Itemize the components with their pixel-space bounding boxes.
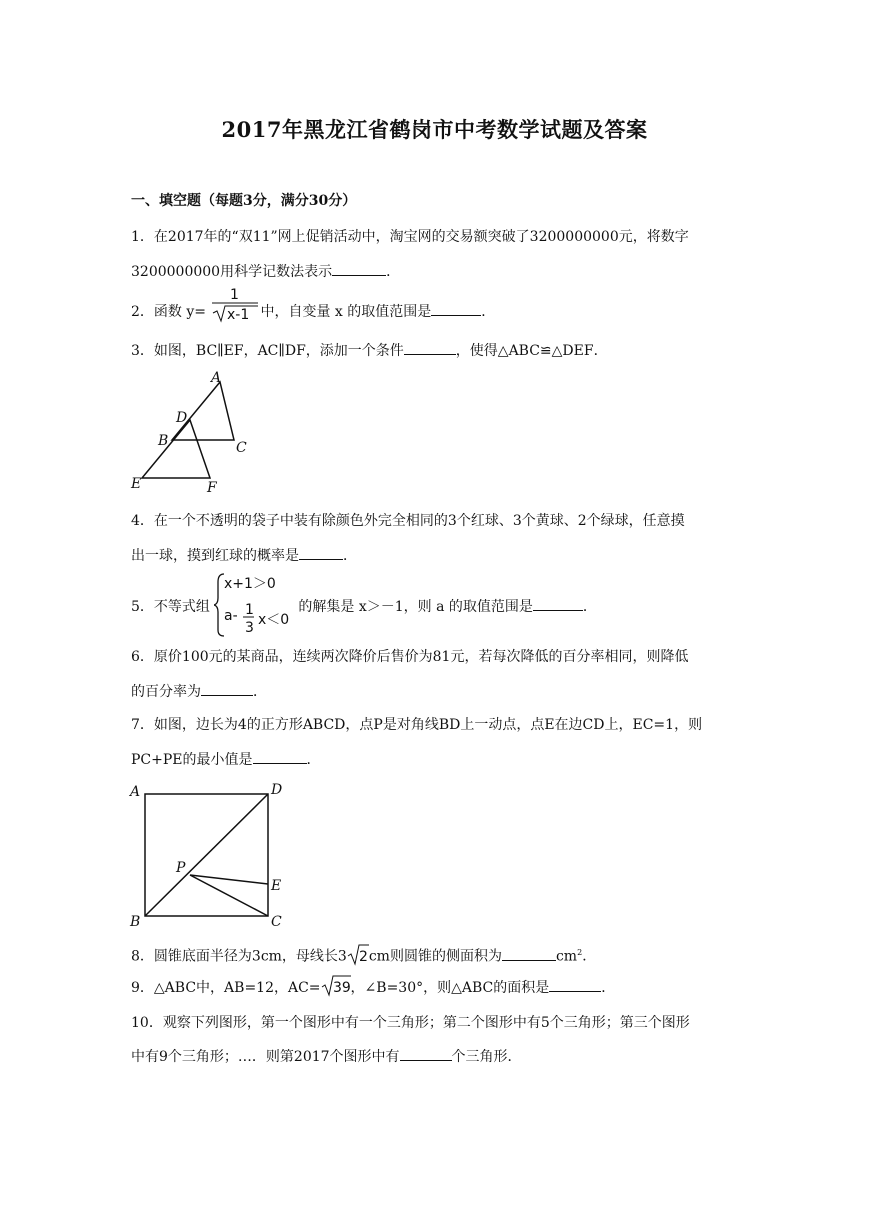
- label-b: B: [130, 914, 141, 930]
- question-2: [131, 287, 496, 324]
- label-e: E: [271, 878, 282, 894]
- inequality-system: [214, 570, 298, 640]
- answer-blank-3: [404, 340, 456, 355]
- question-8-mid: cm则圆锥的侧面积为: [368, 948, 502, 965]
- label-a: A: [211, 370, 222, 386]
- question-5: [131, 575, 597, 636]
- unit-superscript: 2: [577, 948, 583, 957]
- question-4-line-1: 4．在一个不透明的袋子中装有除颜色外完全相同的3个红球、3个黄球、2个绿球，任意摸: [131, 513, 685, 529]
- label-f: F: [207, 480, 217, 496]
- question-6-text: 的百分率为: [131, 684, 201, 700]
- question-4-end: ．: [343, 548, 357, 564]
- question-3-pre: 3．如图，BC∥EF，AC∥DF，添加一个条件: [131, 343, 404, 359]
- triangle-figure: [128, 370, 258, 498]
- question-5-end: ．: [582, 599, 597, 615]
- question-9-pre: 9．△ABC中，AB=12，AC=: [131, 980, 321, 996]
- question-3-post: ，使得△ABC≌△DEF．: [455, 343, 608, 359]
- question-5-post: 的解集是 x＞－1，则 a 的取值范围是: [298, 599, 533, 615]
- sqrt-radicand: 2: [358, 948, 368, 965]
- question-9: [131, 977, 615, 998]
- inequality-fraction-den: 3: [245, 619, 255, 636]
- inequality-row-2-a: a-: [224, 607, 239, 624]
- answer-blank-4: [299, 545, 343, 560]
- question-1-line-1: 1．在2017年的“双11”网上促销活动中，淘宝网的交易额突破了3200000000元，将数字: [131, 229, 689, 245]
- label-c: C: [271, 914, 282, 930]
- question-1-line-2: [131, 261, 400, 282]
- question-8-pre: 8．圆锥底面半径为3cm，母线长3: [131, 948, 347, 965]
- question-10-line-2: [131, 1046, 522, 1067]
- answer-blank-10: [400, 1046, 452, 1061]
- answer-blank-9: [549, 977, 601, 992]
- label-p: P: [176, 860, 186, 876]
- question-10-line-1: 10．观察下列图形，第一个图形中有一个三角形；第二个图形中有5个三角形；第三个图形: [131, 1015, 690, 1031]
- question-2-end: ．: [481, 304, 496, 320]
- label-a: A: [130, 784, 141, 800]
- question-2-pre: 2．函数 y=: [131, 304, 206, 320]
- question-10-end: 个三角形．: [451, 1049, 522, 1065]
- formula-fraction: [210, 286, 260, 324]
- label-d: D: [176, 410, 188, 426]
- answer-blank-8: [502, 946, 556, 961]
- question-3: [131, 340, 608, 361]
- answer-blank-2: [431, 301, 481, 316]
- label-e: E: [131, 476, 142, 492]
- question-8: [131, 943, 596, 967]
- formula-radicand: x-1: [227, 307, 250, 323]
- question-6-line-2: [131, 681, 267, 702]
- question-4-line-2: [131, 545, 357, 566]
- brace-icon: [214, 574, 224, 636]
- formula-numerator: 1: [230, 287, 240, 303]
- sqrt-sign-icon: [321, 973, 351, 997]
- label-c: C: [236, 440, 247, 456]
- question-8-end: ．: [582, 948, 597, 965]
- question-9-end: ．: [601, 980, 616, 996]
- section-heading: 一、填空题（每题3分，满分30分）: [131, 193, 357, 209]
- question-10-text: 中有9个三角形；…．则第2017个图形中有: [131, 1049, 400, 1065]
- label-b: B: [158, 433, 169, 449]
- sqrt-radicand: 39: [332, 980, 351, 996]
- question-6-line-1: 6．原价100元的某商品，连续两次降价后售价为81元，若每次降低的百分率相同，则降低: [131, 649, 689, 665]
- question-7-end: ．: [306, 752, 321, 768]
- question-7-text: PC+PE的最小值是: [131, 752, 253, 768]
- label-d: D: [271, 782, 283, 798]
- unit-label: cm: [555, 948, 578, 965]
- question-2-post: 中，自变量 x 的取值范围是: [260, 304, 432, 320]
- square-figure: [128, 780, 293, 930]
- answer-blank-1: [332, 261, 386, 276]
- triangle-def: [142, 420, 210, 478]
- segment-pe: [190, 875, 268, 884]
- inequality-fraction-num: 1: [245, 601, 255, 618]
- sqrt-sign-icon: [347, 942, 369, 966]
- question-4-text: 出一球，摸到红球的概率是: [131, 548, 299, 564]
- page-title: 2017年黑龙江省鹤岗市中考数学试题及答案: [221, 117, 648, 142]
- answer-blank-5: [533, 596, 583, 611]
- inequality-row-1: x+1＞0: [224, 575, 277, 592]
- answer-blank-7: [253, 749, 307, 764]
- question-1-text: 3200000000用科学记数法表示: [131, 264, 333, 280]
- question-5-pre: 5．不等式组: [131, 599, 210, 615]
- question-7-line-1: 7．如图，边长为4的正方形ABCD，点P是对角线BD上一动点，点E在边CD上，EC=1，则: [131, 717, 703, 733]
- question-9-post: ，∠B=30°，则△ABC的面积是: [350, 980, 550, 996]
- question-1-end: ．: [386, 264, 401, 280]
- inequality-row-2-b: x＜0: [258, 611, 290, 628]
- diagonal-bd: [145, 794, 268, 916]
- question-6-end: ．: [253, 684, 267, 700]
- segment-pc: [190, 875, 268, 916]
- answer-blank-6: [201, 681, 253, 696]
- question-7-line-2: [131, 749, 321, 770]
